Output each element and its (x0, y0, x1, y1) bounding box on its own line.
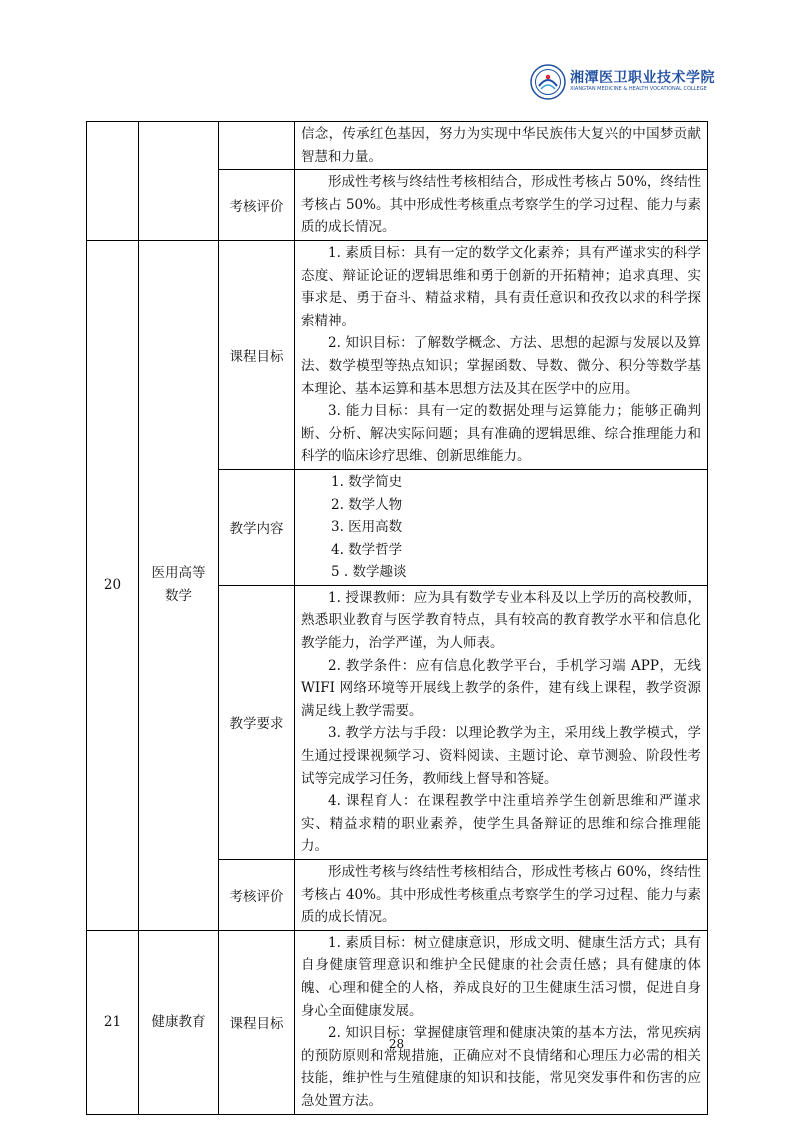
school-name-cn: 湘潭医卫职业技术学院 (570, 70, 715, 86)
page-number: 28 (388, 1037, 405, 1051)
college-logo-icon (530, 64, 566, 100)
category-label: 教学要求 (219, 585, 295, 859)
list-item: 1. 数学简史 (331, 473, 403, 490)
teaching-requirements (295, 585, 708, 859)
list-item: 2. 数学人物 (331, 496, 403, 513)
category-label: 考核评价 (219, 170, 295, 241)
requirement-item: 1. 授课教师：应为具有数学专业本科及以上学历的高校教师，熟悉职业教育与医学教育特点，具有较高的教育教学水平和信息化教学能力，治学严谨，为人师表。 (301, 589, 701, 652)
list-item: 4. 数学哲学 (331, 541, 403, 558)
requirement-item: 2. 教学条件：应有信息化教学平台，手机学习端 APP，无线 WIFI 网络环境等开展线上教学的条件，建有线上课程，教学资源满足线上教学需要。 (301, 657, 701, 719)
list-item: 3. 医用高数 (331, 519, 403, 536)
category-label: 考核评价 (219, 860, 295, 931)
curriculum-table (86, 121, 708, 1115)
course-goals (295, 930, 708, 1114)
goal-item: 1. 素质目标：具有一定的数学文化素养；具有严谨求实的科学态度、辩证论证的逻辑思维和勇于创新的开拓精神；追求真理、实事求是、勇于奋斗、精益求精，具有责任意识和孜孜以求的科学探索精神。 (301, 244, 701, 329)
goal-item: 3. 能力目标：具有一定的数据处理与运算能力；能够正确判断、分析、解决实际问题；具有准确的逻辑思维、综合推理能力和科学的临床诊疗思维、创新思维能力。 (301, 403, 701, 465)
course-name: 健康教育 (139, 930, 219, 1114)
teaching-content (295, 469, 708, 585)
category-label: 课程目标 (219, 930, 295, 1114)
course-goals (295, 240, 708, 469)
course-name-cell (139, 122, 219, 241)
category-cell (219, 122, 295, 170)
course-number: 20 (87, 240, 139, 930)
goal-item: 2. 知识目标：掌握健康管理和健康决策的基本方法，常见疾病的预防原则和常规措施，正确应对不良情绪和心理压力必需的相关技能，维护性与生殖健康的知识和技能，常见突发事件和伤害的应急处置方法。 (301, 1025, 701, 1109)
requirement-item: 4. 课程育人：在课程教学中注重培养学生创新思维和严谨求实、精益求精的职业素养，使学生具备辩证的思维和综合推理能力。 (301, 793, 701, 855)
table-row (87, 122, 708, 170)
table-row (87, 930, 708, 1114)
assessment-text: 形成性考核与终结性考核相结合，形成性考核占 60%，终结性考核占 40%。其中形成性考核重点考察学生的学习过程、能力与素质的成长情况。 (295, 860, 708, 931)
school-name-en: XIANGTAN MEDICINE & HEALTH VOCATIONAL COLLEGE (570, 86, 707, 92)
category-label: 教学内容 (219, 469, 295, 585)
course-number-cell (87, 122, 139, 241)
goal-item: 1. 素质目标：树立健康意识，形成文明、健康生活方式；具有自身健康管理意识和维护全民健康的社会责任感；具有健康的体魄、心理和健全的人格，养成良好的卫生健康生活习惯，促进自身身心全面健康发展。 (301, 934, 701, 1019)
table-row (87, 240, 708, 469)
list-item: 5 . 数学趣谈 (331, 564, 407, 581)
assessment-text: 形成性考核与终结性考核相结合，形成性考核占 50%，终结性考核占 50%。其中形成性考核重点考察学生的学习过程、能力与素质的成长情况。 (295, 170, 708, 241)
page-header (530, 64, 720, 104)
category-label: 课程目标 (219, 240, 295, 469)
course-name: 医用高等数学 (139, 240, 219, 930)
goal-item: 2. 知识目标：了解数学概念、方法、思想的起源与发展以及算法、数学模型等热点知识；掌握函数、导数、微分、积分等数学基本理论、基本运算和基本思想方法及其在医学中的应用。 (301, 335, 701, 397)
requirement-item: 3. 教学方法与手段：以理论教学为主，采用线上教学模式，学生通过授课视频学习、资料阅读、主题讨论、章节测验、阶段性考试等完成学习任务，教师线上督导和答疑。 (301, 725, 701, 787)
course-number: 21 (87, 930, 139, 1114)
content-cell: 信念，传承红色基因，努力为实现中华民族伟大复兴的中国梦贡献智慧和力量。 (295, 122, 708, 170)
